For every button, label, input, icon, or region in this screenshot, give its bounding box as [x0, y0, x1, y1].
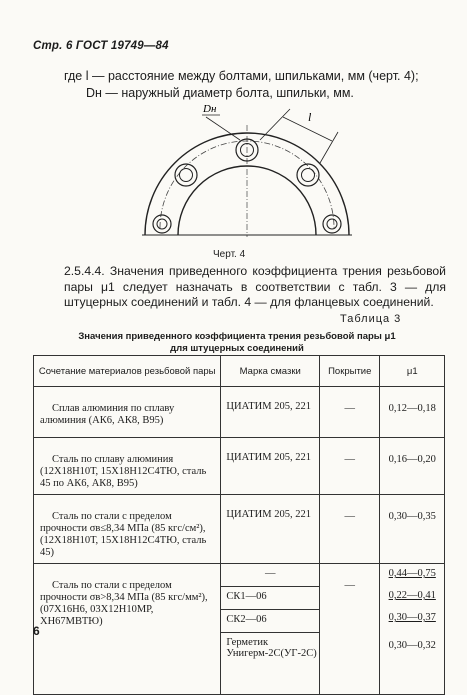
cell-cover: — [320, 564, 380, 695]
cell-material: Сталь по сплаву алюминия (12Х18Н10Т, 15Х18Н12С4ТЮ, сталь 45 по АК6, АК8, В95) [34, 438, 221, 495]
cell-brand: ЦИАТИМ 205, 221 [221, 438, 320, 495]
cell-material: Сплав алюминия по сплаву алюминия (АК6, АК8, В95) [34, 387, 221, 438]
figure-caption: Черт. 4 [213, 249, 246, 260]
mu-value: 0,22—0,41 [388, 590, 436, 601]
page-number: 6 [33, 624, 40, 638]
section-paragraph: 2.5.4.4. Значения приведенного коэффициента трения резьбовой пары μ1 следует назначать в соответствии с табл. 3 — для штуцерных соединений и табл. 4 — для фланцевых соединений. [64, 264, 446, 309]
cell-brand: ЦИАТИМ 205, 221 [221, 495, 320, 564]
cell-cover: — [320, 438, 380, 495]
brand-none: — [221, 564, 319, 587]
cell-material: Сталь по стали с пределом прочности σв>8,34 МПа (85 кгс/мм²), (07Х16Н6, 03Х12Н10МР, ХН67МВТЮ) [34, 564, 221, 695]
label-l: l [308, 110, 312, 124]
header-cover: Покрытие [320, 356, 380, 387]
brand-germetik: Герметик Унигерм-2С(УГ-2С) [226, 637, 317, 659]
brand-sk1: СК1—06 [221, 587, 319, 610]
mu-value: 0,30—0,32 [388, 640, 436, 651]
bolt-right [297, 164, 319, 186]
brand-sk2: СК2—06 [221, 610, 319, 633]
definition-l: где l — расстояние между болтами, шпильками, мм (черт. 4); [64, 69, 419, 83]
header-mu: μ1 [380, 356, 445, 387]
cell-material: Сталь по стали с пределом прочности σв≤8,34 МПа (85 кгс/см²), (12Х18Н10Т, 15Х18Н12С4ТЮ, сталь 45) [34, 495, 221, 564]
table-row [34, 387, 445, 438]
cell-mu: 0,30—0,35 [380, 495, 445, 564]
definition-dn: Dн — наружный диаметр болта, шпильки, мм. [86, 86, 354, 100]
header-brand: Марка смазки [221, 356, 320, 387]
mu-value: 0,44—0,75 [388, 568, 436, 579]
label-dn: Dн [203, 103, 217, 115]
cell-mu: 0,16—0,20 [380, 438, 445, 495]
bolt-bottom-right [323, 215, 341, 233]
table-row [34, 564, 445, 695]
cell-brand [221, 564, 320, 695]
cell-brand: ЦИАТИМ 205, 221 [221, 387, 320, 438]
page-header: Стр. 6 ГОСТ 19749—84 [33, 40, 169, 52]
bolt-bottom-left [153, 215, 171, 233]
mu-value: 0,30—0,37 [388, 612, 436, 623]
cell-cover: — [320, 387, 380, 438]
table-title: Значения приведенного коэффициента трения резьбовой пары μ1 для штуцерных соединений [78, 331, 396, 354]
friction-table [33, 355, 445, 695]
table-label: Таблица 3 [340, 313, 402, 325]
table-row [34, 495, 445, 564]
header-materials: Сочетание материалов резьбовой пары [34, 356, 221, 387]
cell-mu: 0,12—0,18 [380, 387, 445, 438]
table-row [34, 438, 445, 495]
cell-cover: — [320, 495, 380, 564]
table-header-row [34, 356, 445, 387]
flange-drawing [140, 95, 355, 245]
cell-mu [380, 564, 445, 695]
